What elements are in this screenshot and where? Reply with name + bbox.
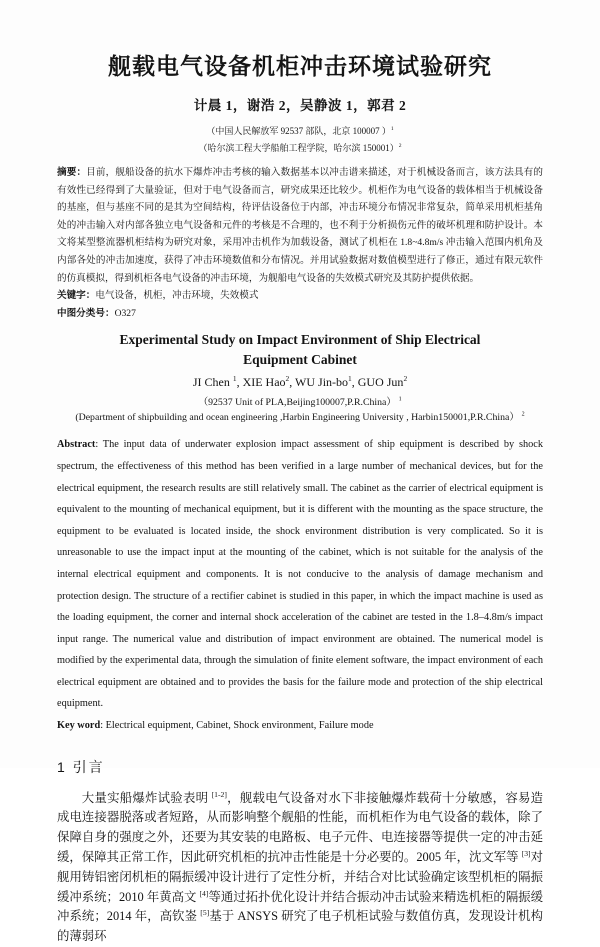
keywords-cn bbox=[57, 287, 543, 305]
authors-en: JI Chen $^1$, XIE Hao$^2$, WU Jin-$bo^1$, GUO Jun$^2$ bbox=[192, 374, 408, 390]
clc-label: 中图分类号： bbox=[57, 307, 115, 319]
abstract-en-label: Abstract bbox=[57, 439, 96, 451]
affiliations-cn bbox=[57, 123, 543, 157]
clc-number bbox=[57, 305, 543, 323]
keyword-en bbox=[57, 715, 543, 737]
keyword-en-label: Key word bbox=[57, 720, 101, 732]
abstract-cn-label: 摘要： bbox=[57, 167, 87, 178]
keywords-cn-label: 关键字： bbox=[57, 290, 96, 302]
introduction-paragraph: 大量实船爆炸试验表明 [1-2]，舰载电气设备对水下非接触爆炸载荷十分敏感，容易造成电连接器脱落或者短路，从而影响整个舰船的性能，而机柜作为电气设备的载体，除了保障自身的强度之外，还要为其安装的电路板、电子元件、电连接器等提供一定的冲击延缓，保障其正常工作，因此研究机柜的抗冲击性能是十分必要的。2005 年，沈文军等 [3]对舰用铸铝密闭机柜的隔振缓冲设计进行了定性分析，并结合对比试验确定该型机柜的隔振缓冲系统；2010 年黄高文 [4]等通过拓扑优化设计并结合振动冲击试验来精选机柜的隔振缓冲系统；2014 年，高钦崟 [5]基于 ANSYS 研究了电子机柜试验与数值仿真，发现设计机构的薄弱环 bbox=[57, 789, 543, 944]
section-1-heading: 1 引言 bbox=[57, 758, 105, 775]
paper-title-en: Experimental Study on Impact Environment of Ship Electrical Equipment Cabinet bbox=[119, 332, 481, 367]
front-matter-cn bbox=[57, 164, 543, 322]
abstract-en-text: : The input data of underwater explosion impact assessment of ship equipment is described by shock spectrum, the effectiveness of this method has been verified in a large number of mechanical devices, but for the electrical equipment, the research results are still relatively small. The cabinet as the carrier of electrical equipment is equivalent to the mounting of mechanical equipment, but it is different with the mounting as the space structure, the equipment to be evaluated is located inside, the shock environment distribution is very complicated. So it is unreasonable to use the impact input at the mounting of the cabinet, which is not suitable for the analysis of the internal electrical equipment and components. It is not conducive to the analysis of damage mechanism and protection design. The structure of a rectifier cabinet is studied in this paper, in which the impact machine is used as the loading equipment, the corner and internal shock acceleration of the cabinet are tested in the 1.8–4.8m/s impact input range. The numerical value and distribution of impact environment are obtained. The numerical model is modified by the experimental data, through the simulation of finite element software, the impact environment of each electrical equipment are obtained and to provides the basis for the failure mode and protection of the ship electrical equipment. bbox=[57, 439, 543, 710]
affiliation-en-1: （92537 Unit of PLA,Beijing100007,P.R.China） $^1$ bbox=[198, 397, 402, 409]
affiliation-en-2: (Department of shipbuilding and ocean engineering ,Harbin Engineering University , Harbin150001,P.R.China） $^2$ bbox=[75, 412, 525, 424]
affiliation-cn-2: （哈尔滨工程大学船舶工程学院，哈尔滨 150001）$^2$ bbox=[198, 143, 402, 153]
abstract-en bbox=[57, 434, 543, 715]
affiliation-cn-1: （中国人民解放军 92537 部队，北京 100007 ）$^1$ bbox=[206, 126, 394, 136]
keywords-cn-text: 电气设备，机柜，冲击环境，失效模式 bbox=[95, 290, 259, 302]
abstract-cn bbox=[57, 164, 543, 287]
paper-title-cn: 舰载电气设备机柜冲击环境试验研究 bbox=[108, 53, 492, 79]
authors-cn: 计晨 1，谢浩 2，吴静波 1，郭君 2 bbox=[193, 98, 407, 113]
keyword-en-text: : Electrical equipment, Cabinet, Shock environment, Failure mode bbox=[100, 720, 374, 732]
abstract-cn-text: 目前，舰船设备的抗水下爆炸冲击考核的输入数据基本以冲击谱来描述，对于机械设备而言，该方法具有的有效性已经得到了大量验证，但对于电气设备而言，研究成果还比较少。机柜作为电气设备的载体相当于机械设备的基座，但与基座不同的是其为空间结构，待评估设备位于内部，冲击环境分布情况非常复杂，简单采用机柜基角处的冲击输入对内部各独立电气设备和元件的考核是不合理的，也不利于分析损伤元件的破坏机理和防护设计。本文将某型整流器机柜结构为研究对象，采用冲击机作为加载设备，测试了机柜在 1.8~4.8m/s 冲击输入范围内机角及内部各处的冲击加速度，获得了冲击环境数值和分布情况。并用试验数据对数值模型进行了修正，通过有限元软件的仿真模拟，得到机柜各电气设备的冲击环境，为舰船电气设备的失效模式研究及其防护提供依据。 bbox=[57, 167, 544, 284]
clc-text: O327 bbox=[114, 307, 136, 319]
